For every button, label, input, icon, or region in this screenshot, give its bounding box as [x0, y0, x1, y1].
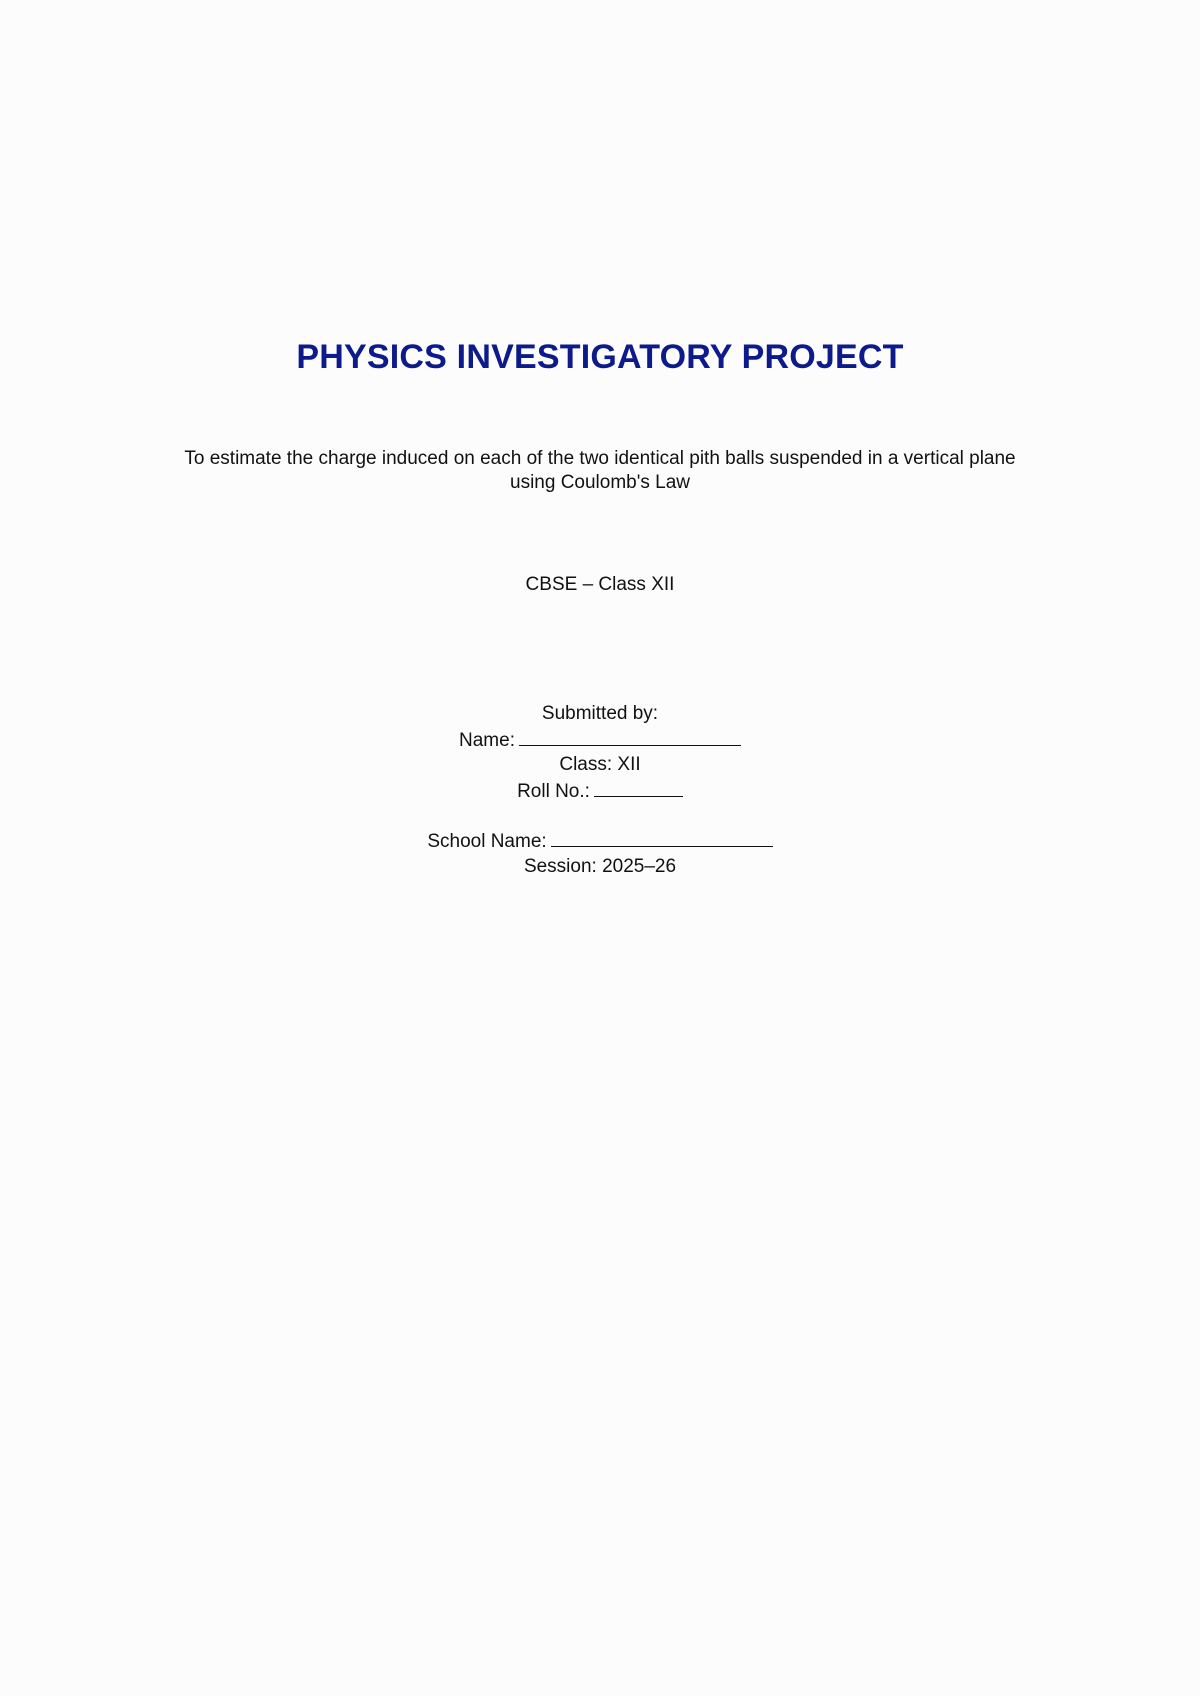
school-label: School Name:: [427, 831, 547, 852]
roll-line: [0, 778, 1200, 805]
school-blank-line: [551, 828, 773, 847]
aim-line-1: To estimate the charge induced on each of the two identical pith balls suspended in a vertical plane: [184, 448, 1016, 469]
name-line: [0, 727, 1200, 754]
submitted-by-label: Submitted by:: [541, 703, 659, 724]
session-line: Session: 2025–26: [523, 855, 677, 877]
roll-label: Roll No.:: [517, 780, 590, 802]
board-class-line: CBSE – Class XII: [525, 574, 675, 595]
submission-details: [0, 702, 1200, 879]
project-aim: [150, 447, 1050, 495]
spacer: [0, 804, 1200, 828]
name-label: Name:: [459, 729, 515, 751]
class-line: Class: XII: [559, 754, 641, 775]
roll-blank-line: [594, 778, 683, 797]
school-line: [0, 828, 1200, 855]
page-title: PHYSICS INVESTIGATORY PROJECT: [296, 338, 904, 376]
name-blank-line: [519, 727, 741, 746]
aim-line-2: using Coulomb's Law: [510, 472, 690, 493]
